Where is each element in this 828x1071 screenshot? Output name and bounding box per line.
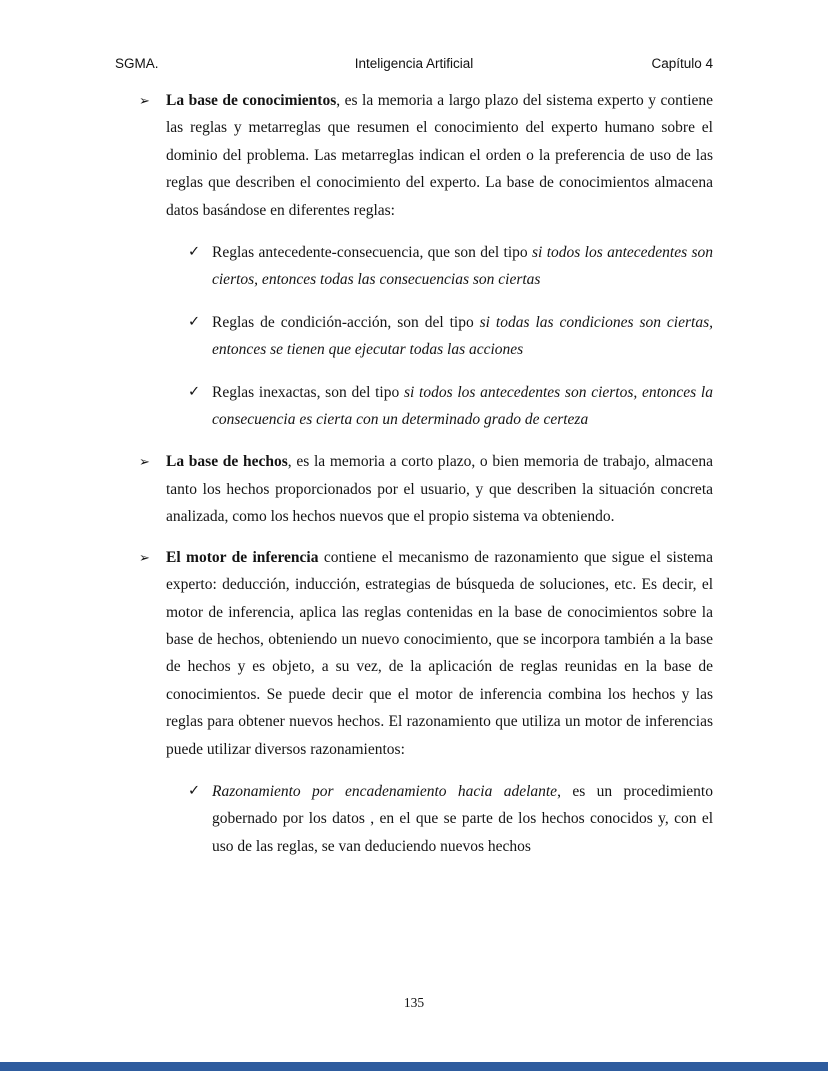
list-item-knowledge-base	[115, 87, 713, 224]
page-body	[115, 87, 713, 875]
italic-text: si todos los antecedentes son ciertos, entonces la consecuencia es cierta con un determinado grado de certeza	[212, 383, 713, 429]
page-number: 135	[403, 995, 425, 1010]
sub-item-condition-action-rules	[115, 309, 713, 364]
check-bullet-icon: ✓	[188, 383, 201, 400]
paragraph	[212, 379, 713, 434]
reasoning-sublist	[115, 778, 713, 860]
arrow-bullet-icon: ➢	[139, 94, 150, 109]
sub-item-inexact-rules	[115, 379, 713, 434]
paragraph-text: contiene el mecanismo de razonamiento que sigue el sistema experto: deducción, inducción, estrategias de búsqueda de soluciones, etc. Es decir, el motor de inferencia, aplica las reglas contenidas en la base de conocimientos sobre la base de hechos, obteniendo un nuevo conocimiento, que se incorpora también a la base de hechos y es objeto, a su vez, de la aplicación de reglas reunidas en la base de conocimientos. Se puede decir que el motor de inferencia combina los hechos y las reglas para obtener nuevos hechos. El razonamiento que utiliza un motor de inferencias puede utilizar diversos razonamientos:	[166, 548, 713, 758]
italic-lead: Razonamiento por encadenamiento hacia adelante	[212, 782, 558, 800]
list-item-inference-engine	[115, 544, 713, 763]
bold-lead: El motor de inferencia	[166, 548, 319, 566]
paragraph	[166, 448, 713, 530]
sub-item-antecedent-rules	[115, 239, 713, 294]
paragraph	[212, 309, 713, 364]
paragraph	[166, 87, 713, 224]
page-footer	[115, 995, 713, 1071]
paragraph-text: , es la memoria a largo plazo del sistema experto y contiene las reglas y metarreglas que resumen el conocimiento del experto humano sobre el dominio del problema. Las metarreglas indican el orden o la preferencia de uso de las reglas que describen el conocimiento del experto. La base de conocimientos almacena datos basándose en diferentes reglas:	[166, 92, 714, 219]
paragraph-text: Reglas antecedente-consecuencia, que son del tipo	[212, 244, 533, 262]
italic-text: si todos los antecedentes son ciertos, entonces todas las consecuencias son ciertas	[212, 244, 713, 289]
page-header	[115, 56, 713, 71]
paragraph-text: Reglas de condición-acción, son del tipo	[212, 313, 480, 331]
italic-text: si todas las condiciones son ciertas, entonces se tienen que ejecutar todas las acciones	[212, 313, 713, 359]
check-bullet-icon: ✓	[188, 782, 201, 799]
paragraph-text: , es la memoria a corto plazo, o bien memoria de trabajo, almacena tanto los hechos proporcionados por el usuario, y que describen la situación concreta analizada, como los hechos nuevos que el propio sistema va obteniendo.	[166, 453, 713, 526]
sub-item-forward-chaining	[115, 778, 713, 860]
check-bullet-icon: ✓	[188, 313, 201, 330]
header-center-title: Inteligencia Artificial	[354, 56, 474, 71]
header-right-label: Capítulo 4	[651, 56, 713, 71]
paragraph	[212, 778, 713, 860]
paragraph-text: Reglas inexactas, son del tipo	[212, 383, 404, 401]
rules-sublist	[115, 239, 713, 433]
paragraph	[212, 239, 713, 294]
arrow-bullet-icon: ➢	[139, 550, 150, 566]
paragraph	[166, 544, 713, 763]
arrow-bullet-icon: ➢	[139, 455, 150, 471]
header-left-label: SGMA.	[115, 56, 159, 71]
page-bottom-bar	[0, 1062, 828, 1071]
list-item-fact-base	[115, 448, 713, 530]
check-bullet-icon: ✓	[188, 244, 201, 261]
bold-lead: La base de hechos	[166, 453, 288, 471]
paragraph-text: , es un procedimiento gobernado por los datos , en el que se parte de los hechos conocidos y, con el uso de las reglas, se van deduciendo nuevos hechos	[212, 782, 713, 855]
bold-lead: La base de conocimientos	[166, 92, 337, 109]
